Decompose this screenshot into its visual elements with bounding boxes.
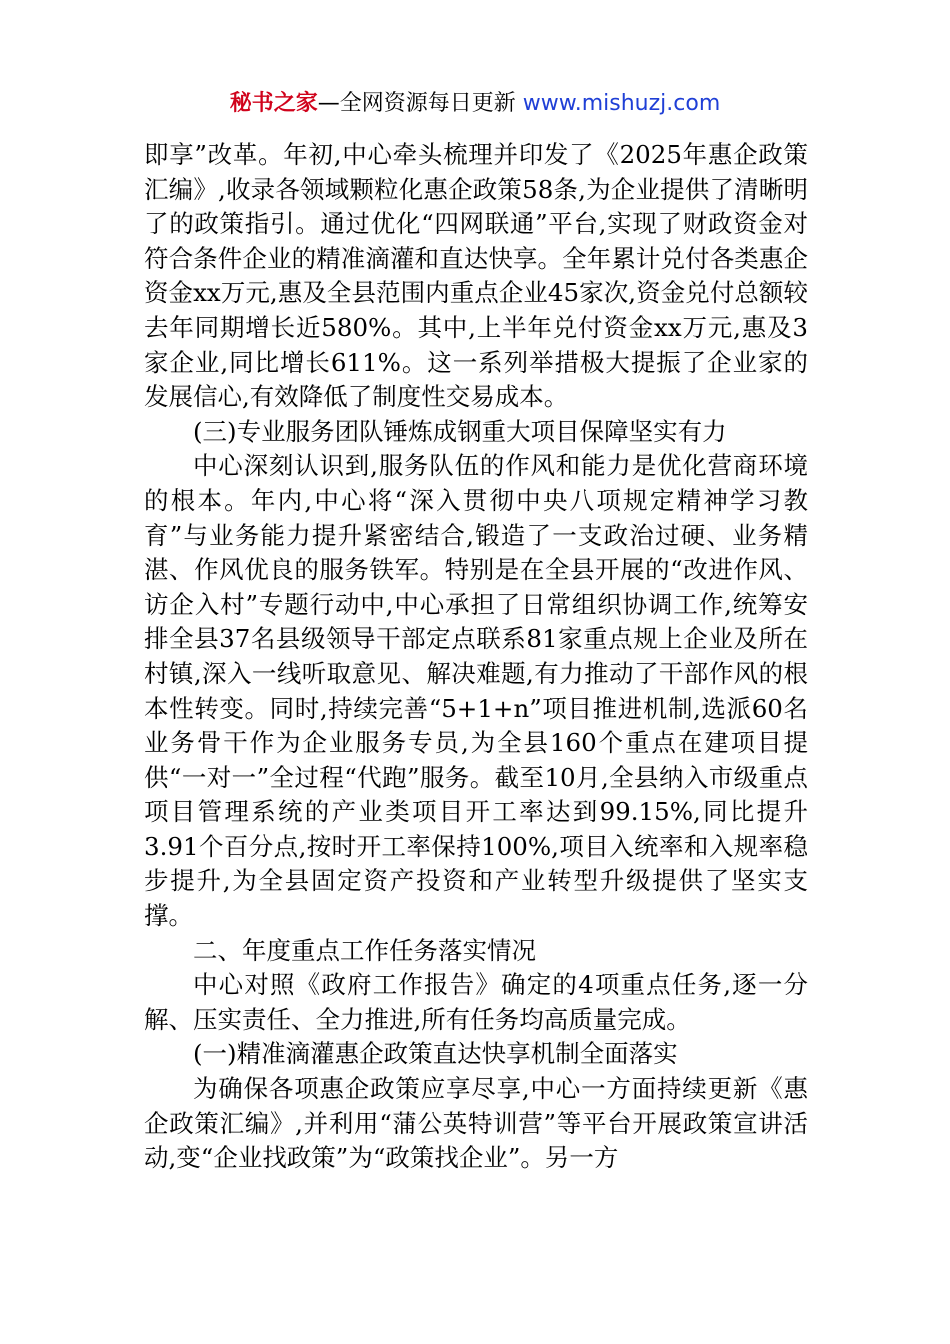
paragraph: 为确保各项惠企政策应享尽享,中心一方面持续更新《惠企政策汇编》,并利用“蒲公英特训营”等平台开展政策宣讲活动,变“企业找政策”为“政策找企业”。另一方 — [144, 1074, 808, 1173]
section-heading-3: (三)专业服务团队锤炼成钢重大项目保障坚实有力 — [193, 416, 727, 446]
section-heading-1: (一)精准滴灌惠企政策直达快享机制全面落实 — [193, 1039, 678, 1069]
site-url-link[interactable]: www.mishuzj.com — [522, 91, 721, 116]
paragraph-continued: 即享”改革。年初,中心牵头梳理并印发了《2025年惠企政策汇编》,收录各领域颗粒化惠企政策58条,为企业提供了清晰明了的政策指引。通过优化“四网联通”平台,实现了财政资金对符合条件企业的精准滴灌和直达快享。全年累计兑付各类惠企资金xx万元,惠及全县范围内重点企业45家次,资金兑付总额较去年同期增长近580%。其中,上半年兑付资金xx万元,惠及3家企业,同比增长611%。这一系列举措极大提振了企业家的发展信心,有效降低了制度性交易成本。 — [144, 140, 808, 412]
paragraph: 中心深刻认识到,服务队伍的作风和能力是优化营商环境的根本。年内,中心将“深入贯彻中央八项规定精神学习教育”与业务能力提升紧密结合,锻造了一支政治过硬、业务精湛、作风优良的服务铁军。特别是在全县开展的“改进作风、访企入村”专题行动中,中心承担了日常组织协调工作,统筹安排全县37名县级领导干部定点联系81家重点规上企业及所在村镇,深入一线听取意见、解决难题,有力推动了干部作风的根本性转变。同时,持续完善“5+1+n”项目推进机制,选派60名业务骨干作为企业服务专员,为全县160个重点在建项目提供“一对一”全过程“代跑”服务。截至10月,全县纳入市级重点项目管理系统的产业类项目开工率达到99.15%,同比提升3.91个百分点,按时开工率保持100%,项目入统率和入规率稳步提升,为全县固定资产投资和产业转型升级提供了坚实支撑。 — [144, 451, 808, 931]
site-tagline: —全网资源每日更新 — [317, 91, 523, 116]
document-body — [144, 138, 808, 1176]
site-header — [0, 84, 950, 124]
chapter-heading-2: 二、年度重点工作任务落实情况 — [193, 935, 536, 965]
paragraph: 中心对照《政府工作报告》确定的4项重点任务,逐一分解、压实责任、全力推进,所有任务均高质量完成。 — [144, 970, 808, 1034]
site-brand: 秘书之家 — [229, 91, 318, 116]
